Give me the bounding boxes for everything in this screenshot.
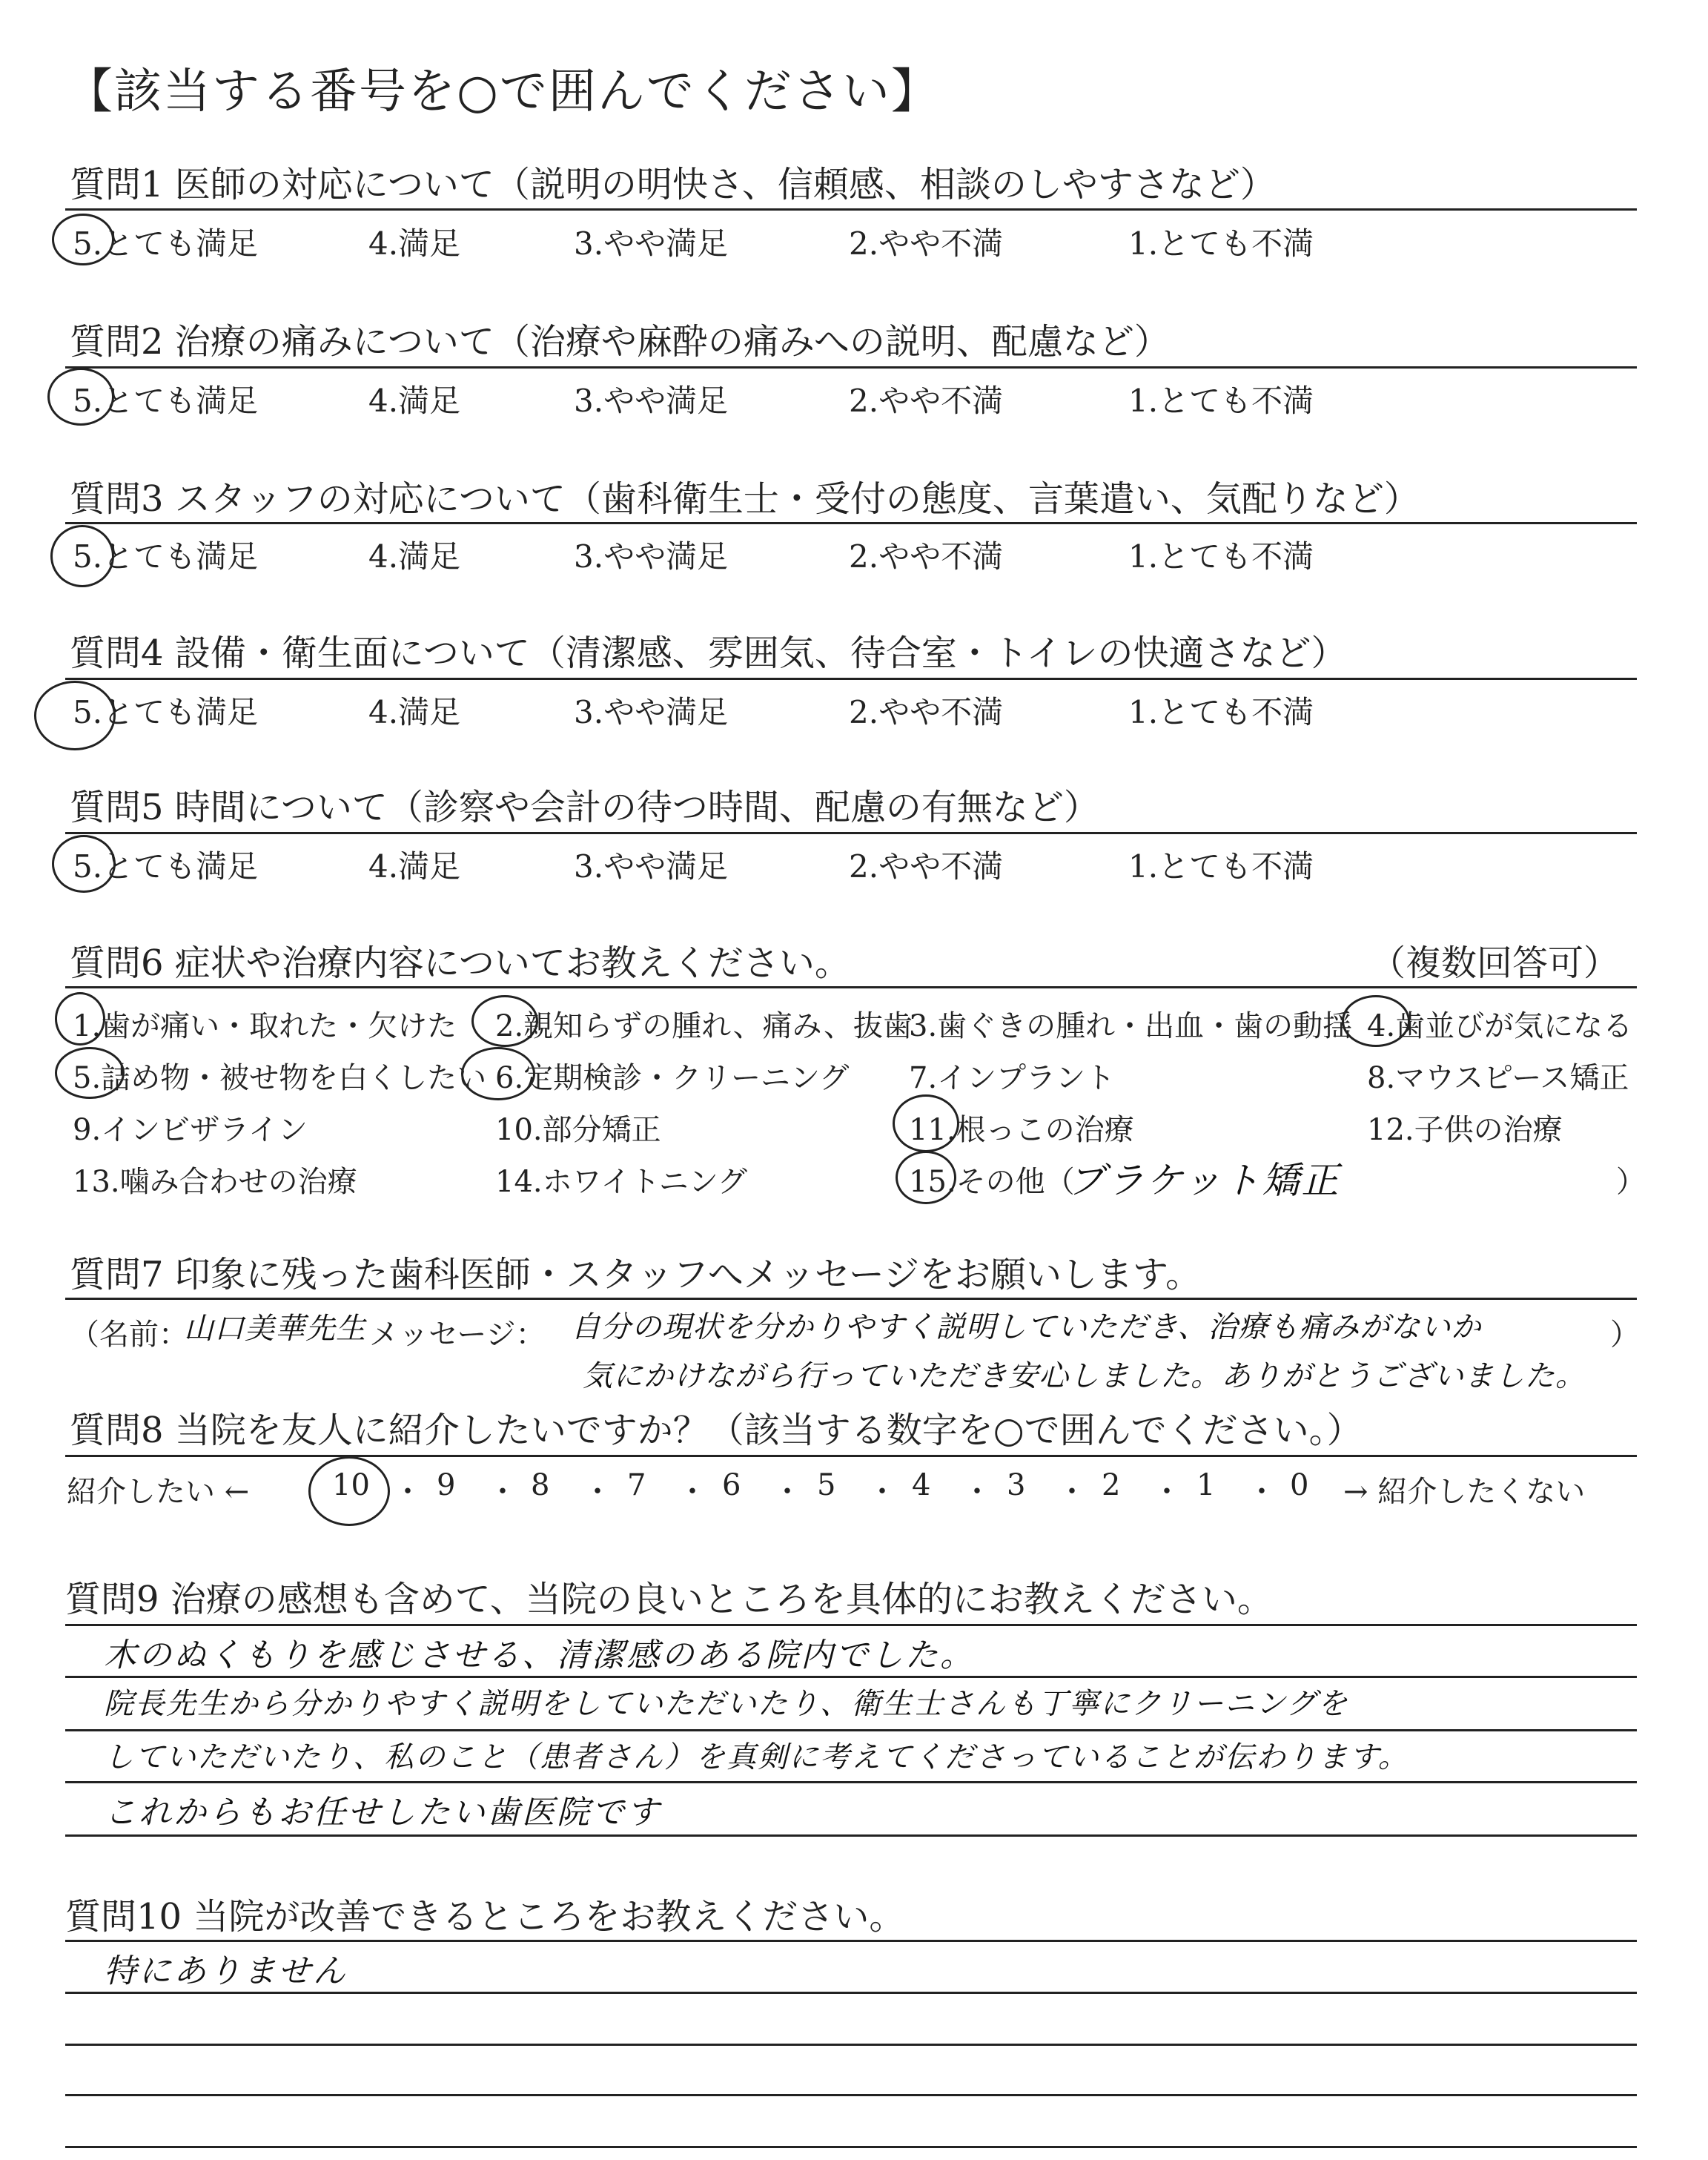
scale-dot: ・ <box>678 1475 707 1509</box>
q6-opt-15[interactable]: 15.その他（ <box>909 1165 1075 1199</box>
divider <box>65 2044 1637 2046</box>
question-2: 質問2 治療の痛みについて（治療や麻酔の痛みへの説明、配慮など） <box>70 321 1170 363</box>
q6-other-close: ） <box>1616 1165 1646 1199</box>
score-0[interactable]: 0 <box>1290 1468 1309 1502</box>
message-answer-line-1: 自分の現状を分かりやすく説明していただき、治療も痛みがないか <box>571 1310 1482 1344</box>
q5-opt-2[interactable]: 2.やや不満 <box>849 848 1004 885</box>
question-8: 質問8 当院を友人に紹介したいですか？（該当する数字を○で囲んでください。） <box>70 1410 1363 1451</box>
divider <box>65 2146 1637 2148</box>
q6-opt-12[interactable]: 12.子供の治療 <box>1367 1113 1563 1147</box>
name-answer: 山口美華先生 <box>184 1312 366 1346</box>
selection-circle <box>1342 995 1410 1047</box>
question-3: 質問3 スタッフの対応について（歯科衛生士・受付の態度、言葉遣い、気配りなど） <box>70 478 1420 520</box>
selection-circle <box>461 1047 535 1100</box>
divider <box>65 1940 1637 1942</box>
divider <box>65 2094 1637 2096</box>
q6-opt-13[interactable]: 13.噛み合わせの治療 <box>73 1165 357 1199</box>
scale-dot: ・ <box>962 1475 992 1509</box>
question-6: 質問6 症状や治療内容についてお教えください。 <box>70 942 850 984</box>
q6-other-answer: ブラケット矯正 <box>1068 1159 1341 1202</box>
divider <box>65 1676 1637 1678</box>
q1-opt-5[interactable]: 5.とても満足 <box>73 225 259 262</box>
scale-dot: ・ <box>393 1475 423 1509</box>
scale-dot: ・ <box>867 1475 897 1509</box>
message-close: ） <box>1610 1318 1640 1352</box>
q5-opt-1[interactable]: 1.とても不満 <box>1128 848 1314 885</box>
selection-circle <box>893 1094 959 1152</box>
scale-dot: ・ <box>772 1475 802 1509</box>
q10-answer: 特にありません <box>104 1952 348 1990</box>
q6-opt-5[interactable]: 5.詰め物・被せ物を白くしたい <box>73 1061 487 1095</box>
scale-dot: ・ <box>488 1475 517 1509</box>
score-4[interactable]: 4 <box>912 1468 931 1502</box>
q5-opt-4[interactable]: 4.満足 <box>368 848 461 885</box>
name-label: （名前： <box>70 1318 188 1352</box>
divider <box>65 678 1637 680</box>
score-1[interactable]: 1 <box>1196 1468 1216 1502</box>
q5-opt-3[interactable]: 3.やや満足 <box>574 848 729 885</box>
q6-opt-11[interactable]: 11.根っこの治療 <box>909 1113 1134 1147</box>
q6-opt-10[interactable]: 10.部分矯正 <box>495 1113 661 1147</box>
q1-opt-1[interactable]: 1.とても不満 <box>1128 225 1314 262</box>
divider <box>65 1298 1637 1300</box>
selection-circle <box>52 214 114 265</box>
question-10: 質問10 当院が改善できるところをお教えください。 <box>65 1896 905 1938</box>
selection-circle <box>55 1047 125 1099</box>
q6-opt-14[interactable]: 14.ホワイトニング <box>495 1165 748 1199</box>
score-7[interactable]: 7 <box>627 1468 646 1502</box>
score-9[interactable]: 9 <box>437 1468 456 1502</box>
q4-opt-1[interactable]: 1.とても不満 <box>1128 694 1314 730</box>
q5-opt-5[interactable]: 5.とても満足 <box>73 848 259 885</box>
divider <box>65 1624 1637 1626</box>
q3-opt-5[interactable]: 5.とても満足 <box>73 538 259 575</box>
scale-left-label: 紹介したい ← <box>67 1475 250 1509</box>
scale-dot: ・ <box>1057 1475 1087 1509</box>
selection-circle <box>471 995 538 1047</box>
selection-circle <box>50 525 114 587</box>
q6-opt-3[interactable]: 3.歯ぐきの腫れ・出血・歯の動揺 <box>909 1009 1353 1043</box>
q4-opt-4[interactable]: 4.満足 <box>368 694 461 730</box>
scale-dot: ・ <box>583 1475 612 1509</box>
multi-answer-note: （複数回答可） <box>1370 942 1620 984</box>
question-1: 質問1 医師の対応について（説明の明快さ、信頼感、相談のしやすさなど） <box>70 164 1276 205</box>
divider <box>65 366 1637 369</box>
q2-opt-1[interactable]: 1.とても不満 <box>1128 383 1314 419</box>
question-5: 質問5 時間について（診察や会計の待つ時間、配慮の有無など） <box>70 787 1099 828</box>
q6-opt-8[interactable]: 8.マウスピース矯正 <box>1367 1061 1629 1095</box>
q9-answer-line-4: これからもお任せしたい歯医院です <box>104 1794 661 1832</box>
divider <box>65 1992 1637 1994</box>
selection-circle <box>47 368 114 426</box>
q2-opt-5[interactable]: 5.とても満足 <box>73 383 259 419</box>
q4-opt-5[interactable]: 5.とても満足 <box>73 694 259 730</box>
q9-answer-line-2: 院長先生から分かりやすく説明をしていただいたり、衛生士さんも丁寧にクリーニングを <box>104 1687 1349 1721</box>
divider <box>65 1781 1637 1783</box>
question-4: 質問4 設備・衛生面について（清潔感、雰囲気、待合室・トイレの快適さなど） <box>70 633 1347 674</box>
q3-opt-4[interactable]: 4.満足 <box>368 538 461 575</box>
question-7: 質問7 印象に残った歯科医師・スタッフへメッセージをお願いします。 <box>70 1254 1202 1295</box>
q2-opt-4[interactable]: 4.満足 <box>368 383 461 419</box>
score-5[interactable]: 5 <box>817 1468 836 1502</box>
selection-circle <box>55 992 105 1046</box>
selection-circle <box>52 835 116 893</box>
q2-opt-3[interactable]: 3.やや満足 <box>574 383 729 419</box>
scale-dot: ・ <box>1152 1475 1182 1509</box>
q9-answer-line-3: していただいたり、私のこと（患者さん）を真剣に考えてくださっていることが伝わります。 <box>104 1740 1409 1774</box>
divider <box>65 986 1637 988</box>
divider <box>65 1834 1637 1837</box>
form-title: 【該当する番号を○で囲んでください】 <box>65 65 940 119</box>
q3-opt-1[interactable]: 1.とても不満 <box>1128 538 1314 575</box>
divider <box>65 1729 1637 1731</box>
q6-opt-9[interactable]: 9.インビザライン <box>73 1113 308 1147</box>
message-label: メッセージ： <box>369 1318 546 1352</box>
q2-opt-2[interactable]: 2.やや不満 <box>849 383 1004 419</box>
divider <box>65 522 1637 524</box>
question-9: 質問9 治療の感想も含めて、当院の良いところを具体的にお教えください。 <box>65 1579 1273 1620</box>
q6-opt-2[interactable]: 2.親知らずの腫れ、痛み、抜歯 <box>495 1009 913 1043</box>
selection-circle <box>308 1456 390 1526</box>
score-3[interactable]: 3 <box>1007 1468 1026 1502</box>
q6-opt-1[interactable]: 1.歯が痛い・取れた・欠けた <box>73 1009 457 1043</box>
q6-opt-6[interactable]: 6.定期検診・クリーニング <box>495 1061 850 1095</box>
message-answer-line-2: 気にかけながら行っていただき安心しました。ありがとうございました。 <box>583 1359 1586 1393</box>
q1-opt-3[interactable]: 3.やや満足 <box>574 225 729 262</box>
q1-opt-2[interactable]: 2.やや不満 <box>849 225 1004 262</box>
scale-dot: ・ <box>1247 1475 1277 1509</box>
score-2[interactable]: 2 <box>1102 1468 1121 1502</box>
q3-opt-2[interactable]: 2.やや不満 <box>849 538 1004 575</box>
scale-right-label: → 紹介したくない <box>1343 1475 1586 1509</box>
q3-opt-3[interactable]: 3.やや満足 <box>574 538 729 575</box>
q9-answer-line-1: 木のぬくもりを感じさせる、清潔感のある院内でした。 <box>104 1636 975 1674</box>
divider <box>65 208 1637 211</box>
score-8[interactable]: 8 <box>531 1468 550 1502</box>
selection-circle <box>896 1151 956 1204</box>
divider <box>65 1455 1637 1457</box>
score-6[interactable]: 6 <box>722 1468 741 1502</box>
q6-opt-7[interactable]: 7.インプラント <box>909 1061 1116 1095</box>
selection-circle <box>34 681 116 750</box>
q4-opt-2[interactable]: 2.やや不満 <box>849 694 1004 730</box>
q4-opt-3[interactable]: 3.やや満足 <box>574 694 729 730</box>
score-10[interactable]: 10 <box>332 1468 370 1502</box>
q6-opt-4[interactable]: 4.歯並びが気になる <box>1367 1009 1633 1043</box>
q1-opt-4[interactable]: 4.満足 <box>368 225 461 262</box>
divider <box>65 832 1637 834</box>
